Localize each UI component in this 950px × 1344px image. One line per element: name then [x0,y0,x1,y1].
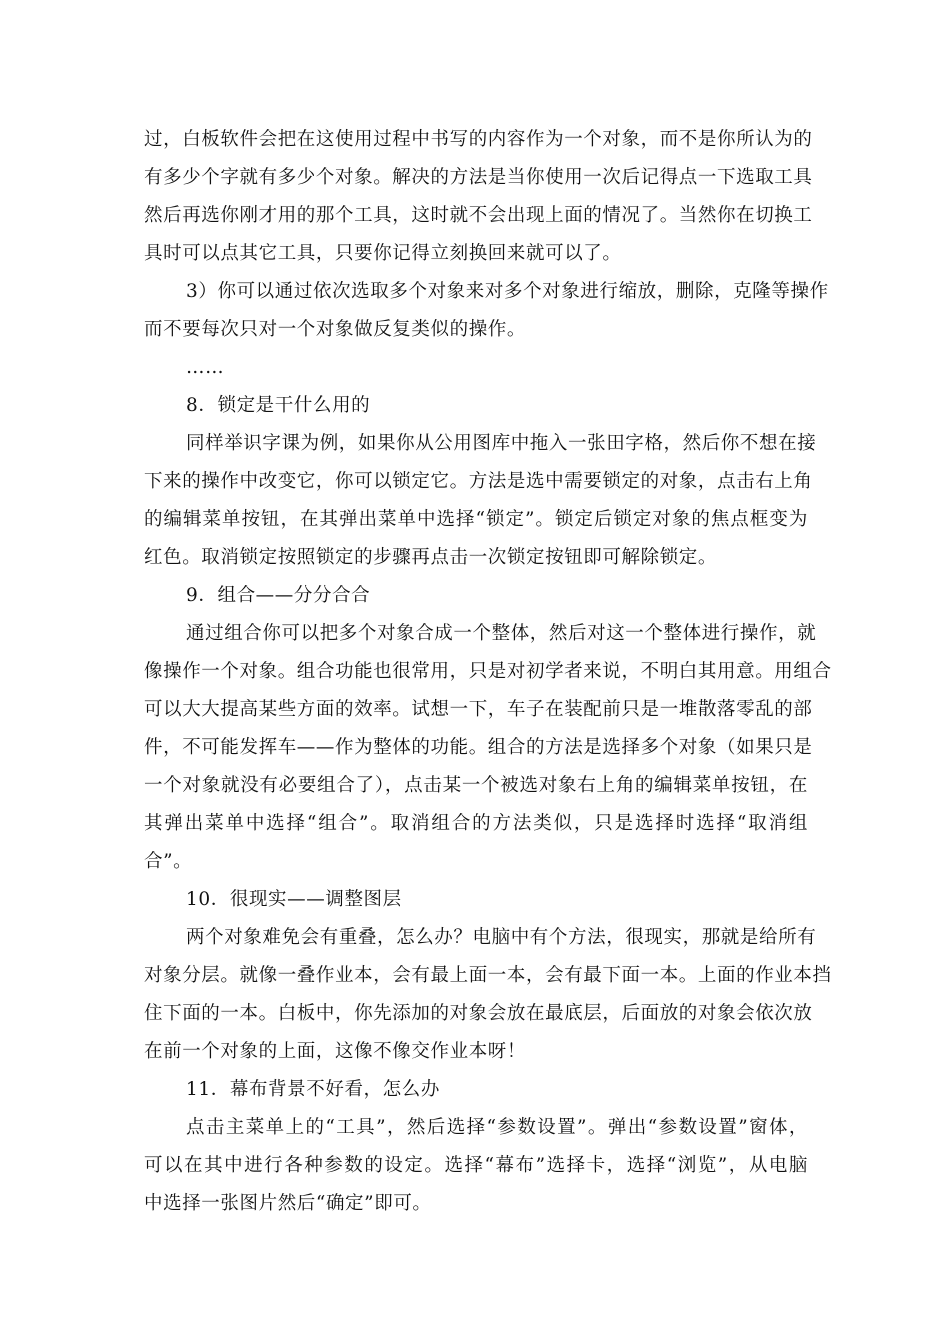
paragraph-line: 而不要每次只对一个对象做反复类似的操作。 [144,319,527,340]
paragraph-line: 两个对象难免会有重叠，怎么办？电脑中有个方法，很现实，那就是给所有 [186,927,817,948]
section-heading-10: 10．很现实——调整图层 [186,889,402,910]
paragraph-line: 过，白板软件会把在这使用过程中书写的内容作为一个对象，而不是你所认为的 [144,129,813,150]
paragraph-line: 合”。 [144,851,193,872]
paragraph-line: 有多少个字就有多少个对象。解决的方法是当你使用一次后记得点一下选取工具 [144,167,813,188]
paragraph-line: 在前一个对象的上面，这像不像交作业本呀！ [144,1041,527,1062]
paragraph-line: 同样举识字课为例，如果你从公用图库中拖入一张田字格，然后你不想在接 [186,433,817,454]
paragraph-line: 可以在其中进行各种参数的设定。选择“幕布”选择卡，选择“浏览”，从电脑 [144,1155,808,1176]
paragraph-line: 可以大大提高某些方面的效率。试想一下，车子在装配前只是一堆散落零乱的部 [144,699,813,720]
ellipsis-line: …… [186,357,225,378]
paragraph-line: 通过组合你可以把多个对象合成一个整体，然后对这一个整体进行操作，就 [186,623,817,644]
paragraph-line: 像操作一个对象。组合功能也很常用，只是对初学者来说，不明白其用意。用组合 [144,661,832,682]
paragraph-line: 对象分层。就像一叠作业本，会有最上面一本，会有最下面一本。上面的作业本挡 [144,965,832,986]
paragraph-line: 的编辑菜单按钮，在其弹出菜单中选择“锁定”。锁定后锁定对象的焦点框变为 [144,509,808,530]
paragraph-line: 件，不可能发挥车——作为整体的功能。组合的方法是选择多个对象（如果只是 [144,737,813,758]
paragraph-line: 住下面的一本。白板中，你先添加的对象会放在最底层，后面放的对象会依次放 [144,1003,813,1024]
paragraph-line: 下来的操作中改变它，你可以锁定它。方法是选中需要锁定的对象，点击右上角 [144,471,813,492]
paragraph-line: 红色。取消锁定按照锁定的步骤再点击一次锁定按钮即可解除锁定。 [144,547,718,568]
paragraph-line: 一个对象就没有必要组合了），点击某一个被选对象右上角的编辑菜单按钮，在 [144,775,808,796]
section-heading-11: 11．幕布背景不好看，怎么办 [186,1079,440,1100]
document-page [144,121,832,1223]
section-heading-9: 9．组合——分分合合 [186,585,371,606]
paragraph-line: 点击主菜单上的“工具”，然后选择“参数设置”。弹出“参数设置”窗体， [186,1117,808,1138]
paragraph-line: 中选择一张图片然后“确定”即可。 [144,1193,432,1214]
paragraph-line: 具时可以点其它工具，只要你记得立刻换回来就可以了。 [144,243,622,264]
paragraph-line: 其弹出菜单中选择“组合”。取消组合的方法类似，只是选择时选择“取消组 [144,813,808,834]
paragraph-line: 3）你可以通过依次选取多个对象来对多个对象进行缩放，删除，克隆等操作 [186,281,829,302]
paragraph-line: 然后再选你刚才用的那个工具，这时就不会出现上面的情况了。当然你在切换工 [144,205,813,226]
section-heading-8: 8．锁定是干什么用的 [186,395,371,416]
